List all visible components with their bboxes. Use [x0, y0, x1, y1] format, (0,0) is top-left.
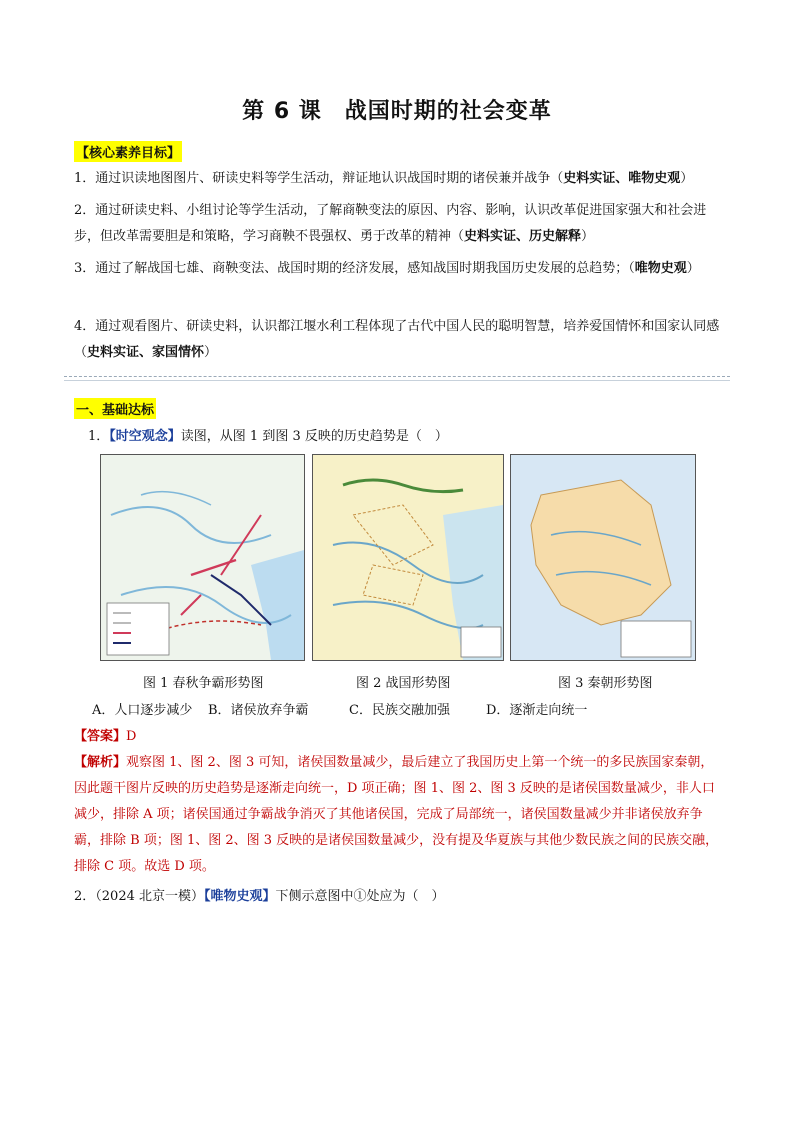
caption-map1: 图 1 春秋争霸形势图: [143, 676, 264, 691]
core-goal-label: 【核心素养目标】: [74, 141, 182, 162]
goal-2: 2．通过研读史料、小组讨论等学生活动，了解商鞅变法的原因、内容、影响，认识改革促进国家强大和社会进步，但改革需要胆是和策略，学习商鞅不畏强权、勇于改革的精神（史料实证、历史解释）: [74, 203, 707, 244]
section1-label: 一、基础达标: [74, 398, 156, 419]
option-a: A．人口逐步减少: [92, 703, 193, 718]
map-warring-states-svg: [313, 455, 503, 660]
map-warring-states: [312, 454, 504, 661]
map-spring-autumn-svg: [101, 455, 304, 660]
option-d: D．逐渐走向统一: [486, 703, 588, 718]
caption-map2: 图 2 战国形势图: [356, 676, 451, 691]
goal-4: 4．通过观看图片、研读史料，认识都江堰水利工程体现了古代中国人民的聪明智慧，培养爱国情怀和国家认同感（史料实证、家国情怀）: [74, 319, 720, 360]
section-divider-line: [64, 380, 730, 381]
analysis: 【解析】观察图 1、图 2、图 3 可知，诸侯国数量减少，最后建立了我国历史上第一个统一的多民族国家秦朝，因此题干图片反映的历史趋势是逐渐走向统一，D 项正确；图 1、图 2、图 3 反映的是诸侯国数量减少，非人口减少，排除 A 项；诸侯国通过争霸战争消灭了其他诸侯国，完成了局部统一，诸侯国数量减少并非诸侯放弃争霸，排除 B 项；图 1、图 2、图 3 反映的是诸侯国数量减少，没有提及华夏族与其他少数民族之间的民族交融，排除 C 项。故选 D 项。: [74, 755, 719, 874]
map-qin-dynasty: [510, 454, 696, 661]
goal-3: 3．通过了解战国七雄、商鞅变法、战国时期的经济发展，感知战国时期我国历史发展的总趋势；（唯物史观）: [74, 261, 700, 276]
goal-1: 1．通过识读地图图片、研读史料等学生活动，辩证地认识战国时期的诸侯兼并战争（史料实证、唯物史观）: [74, 171, 694, 186]
question-2: 2．（2024 北京一模）【唯物史观】下侧示意图中①处应为（ ）: [74, 889, 445, 904]
map-qin-dynasty-svg: [511, 455, 695, 660]
caption-map3: 图 3 秦朝形势图: [558, 676, 653, 691]
option-b: B．诸侯放弃争霸: [208, 703, 309, 718]
question-1: 1．【时空观念】读图，从图 1 到图 3 反映的历史趋势是（ ）: [88, 429, 448, 444]
page-title: 第 6 课 战国时期的社会变革: [242, 99, 552, 124]
section-divider: [64, 376, 730, 377]
answer: 【答案】D: [74, 729, 137, 744]
option-c: C．民族交融加强: [349, 703, 450, 718]
map-spring-autumn: [100, 454, 305, 661]
